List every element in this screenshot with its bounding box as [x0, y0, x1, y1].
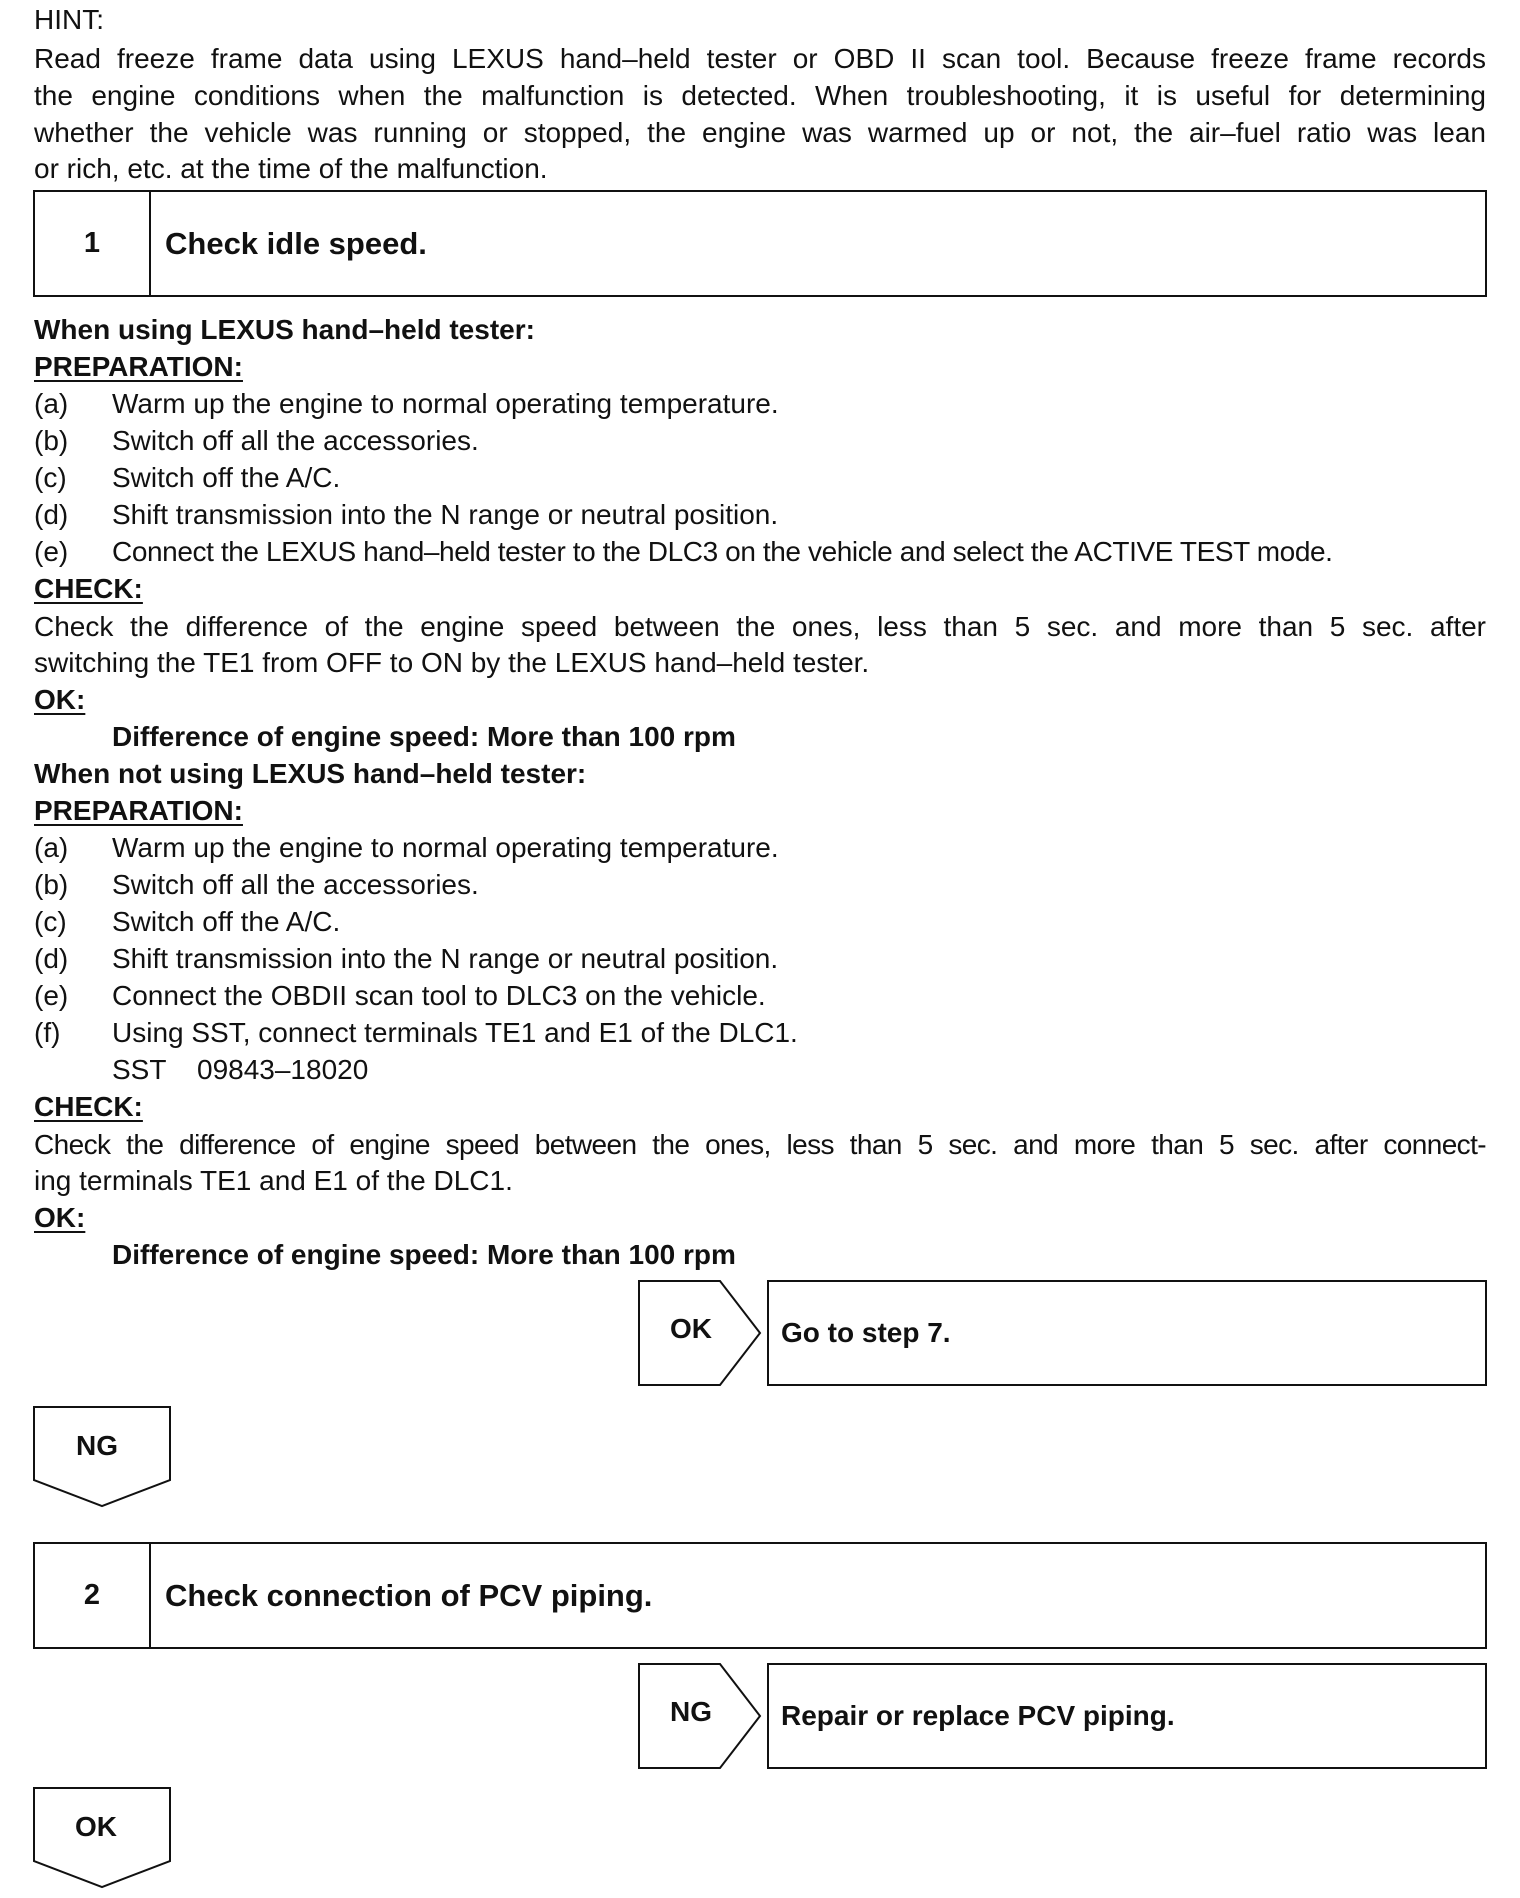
with-prep-item-c: Switch off the A/C.	[112, 462, 341, 493]
hint-label: HINT:	[34, 4, 104, 35]
with-tester-check-line-2: switching the TE1 from OFF to ON by the LEXUS hand–held tester.	[34, 647, 870, 678]
without-prep-item-f: Using SST, connect terminals TE1 and E1 of the DLC1.	[112, 1017, 798, 1048]
with-tester-check-line-1: Check the difference of the engine speed between the ones, less than 5 sec. and more than 5 sec. after	[34, 611, 1486, 642]
with-prep-item-b: Switch off all the accessories.	[112, 425, 479, 456]
with-prep-letter-e: (e)	[34, 536, 69, 567]
with-tester-ok-value: Difference of engine speed: More than 100 rpm	[112, 721, 736, 752]
with-prep-letter-b: (b)	[34, 425, 69, 456]
with-prep-item-a: Warm up the engine to normal operating temperature.	[112, 388, 779, 419]
without-tester-ok-label: OK:	[34, 1202, 86, 1233]
step-2-ng-label: NG	[670, 1696, 712, 1727]
without-prep-letter-a: (a)	[34, 832, 69, 863]
without-tester-check-line-1: Check the difference of engine speed between the ones, less than 5 sec. and more than 5 sec. after connect-	[34, 1129, 1486, 1160]
without-prep-item-d: Shift transmission into the N range or neutral position.	[112, 943, 779, 974]
hint-line-1: Read freeze frame data using LEXUS hand–held tester or OBD II scan tool. Because freeze frame records	[34, 43, 1486, 74]
step-1-ok-result: Go to step 7.	[767, 1280, 1487, 1386]
step-2-title: Check connection of PCV piping.	[165, 1577, 653, 1613]
without-prep-letter-f: (f)	[34, 1017, 61, 1048]
without-prep-letter-c: (c)	[34, 906, 67, 937]
step-1-ng-arrow	[33, 1406, 173, 1508]
with-tester-ok-label: OK:	[34, 684, 86, 715]
without-prep-letter-b: (b)	[34, 869, 69, 900]
without-prep-item-c: Switch off the A/C.	[112, 906, 341, 937]
with-prep-item-d: Shift transmission into the N range or neutral position.	[112, 499, 779, 530]
step-2-ok-arrow	[33, 1787, 173, 1889]
without-prep-letter-e: (e)	[34, 980, 69, 1011]
sst-label: SST	[112, 1054, 167, 1085]
without-prep-item-b: Switch off all the accessories.	[112, 869, 479, 900]
step-2-ng-result: Repair or replace PCV piping.	[767, 1663, 1487, 1769]
with-prep-letter-c: (c)	[34, 462, 67, 493]
hint-line-4: or rich, etc. at the time of the malfunction.	[34, 153, 548, 184]
without-tester-ok-value: Difference of engine speed: More than 100 rpm	[112, 1239, 736, 1270]
step-1-ok-label: OK	[670, 1313, 712, 1344]
step-1-box	[33, 190, 1487, 297]
with-prep-letter-a: (a)	[34, 388, 69, 419]
step-2-box	[33, 1542, 1487, 1649]
without-prep-letter-d: (d)	[34, 943, 69, 974]
without-tester-check-label: CHECK:	[34, 1091, 143, 1122]
with-prep-item-e: Connect the LEXUS hand–held tester to the DLC3 on the vehicle and select the ACTIVE TEST mode.	[112, 536, 1333, 567]
step-2-ng-arrow	[638, 1663, 766, 1769]
without-tester-prep-label: PREPARATION:	[34, 795, 243, 826]
without-tester-heading: When not using LEXUS hand–held tester:	[34, 758, 587, 789]
with-tester-prep-label: PREPARATION:	[34, 351, 243, 382]
step-1-ok-arrow	[638, 1280, 766, 1386]
with-prep-letter-d: (d)	[34, 499, 69, 530]
step-2-number: 2	[35, 1544, 151, 1647]
hint-line-2: the engine conditions when the malfunction is detected. When troubleshooting, it is useful for determining	[34, 80, 1486, 111]
step-1-ng-label: NG	[76, 1430, 118, 1461]
step-1-number: 1	[35, 192, 151, 295]
without-prep-item-a: Warm up the engine to normal operating temperature.	[112, 832, 779, 863]
sst-number: 09843–18020	[197, 1054, 369, 1085]
without-prep-item-e: Connect the OBDII scan tool to DLC3 on the vehicle.	[112, 980, 766, 1011]
hint-line-3: whether the vehicle was running or stopped, the engine was warmed up or not, the air–fuel ratio was lean	[34, 117, 1486, 148]
with-tester-heading: When using LEXUS hand–held tester:	[34, 314, 535, 345]
with-tester-check-label: CHECK:	[34, 573, 143, 604]
step-2-ok-label: OK	[75, 1811, 117, 1842]
step-1-title: Check idle speed.	[165, 225, 427, 261]
without-tester-check-line-2: ing terminals TE1 and E1 of the DLC1.	[34, 1165, 513, 1196]
